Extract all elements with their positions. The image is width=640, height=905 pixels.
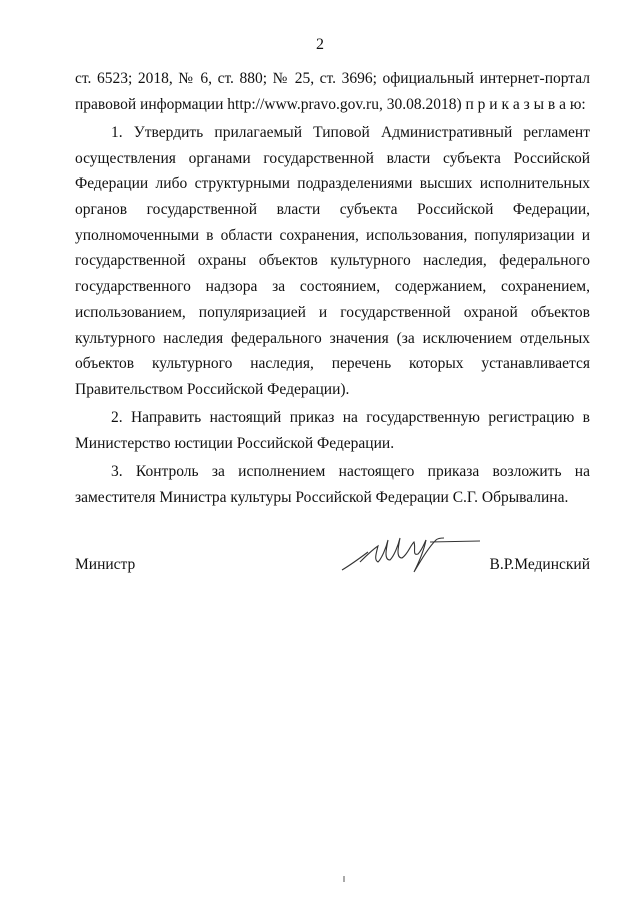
page-number: 2 xyxy=(316,36,324,53)
paragraph-preamble: ст. 6523; 2018, № 6, ст. 880; № 25, ст. 3696; официальный интернет-портал правовой информации http://www.pravo.gov.ru, 30.08.2018) п р и к а з ы в а ю: xyxy=(75,70,590,113)
scan-mark xyxy=(342,876,346,882)
signatory-title: Министр xyxy=(75,556,136,573)
paragraph-item-1: 1. Утвердить прилагаемый Типовой Административный регламент осуществления органами государственной власти субъекта Российской Федерации либо структурными подразделениями высших исполнительных органов государственной власти субъекта Российской Федерации, уполномоченными в области сохранения, использования, популяризации и государственной охраны объектов культурного наследия, федерального государственного надзора за состоянием, содержанием, сохранением, использованием, популяризацией и государственной охраной объектов культурного наследия федерального значения (за исключением отдельных объектов культурного наследия, перечень которых устанавливается Правительством Российской Федерации). xyxy=(75,123,590,398)
signature-row xyxy=(75,556,590,576)
paragraph-item-2: 2. Направить настоящий приказ на государственную регистрацию в Министерство юстиции Российской Федерации. xyxy=(75,409,590,452)
paragraph-item-3: 3. Контроль за исполнением настоящего приказа возложить на заместителя Министра культуры Российской Федерации С.Г. Обрывалина. xyxy=(75,463,590,506)
signatory-name: В.Р.Мединский xyxy=(489,556,590,573)
document-body xyxy=(75,66,590,513)
